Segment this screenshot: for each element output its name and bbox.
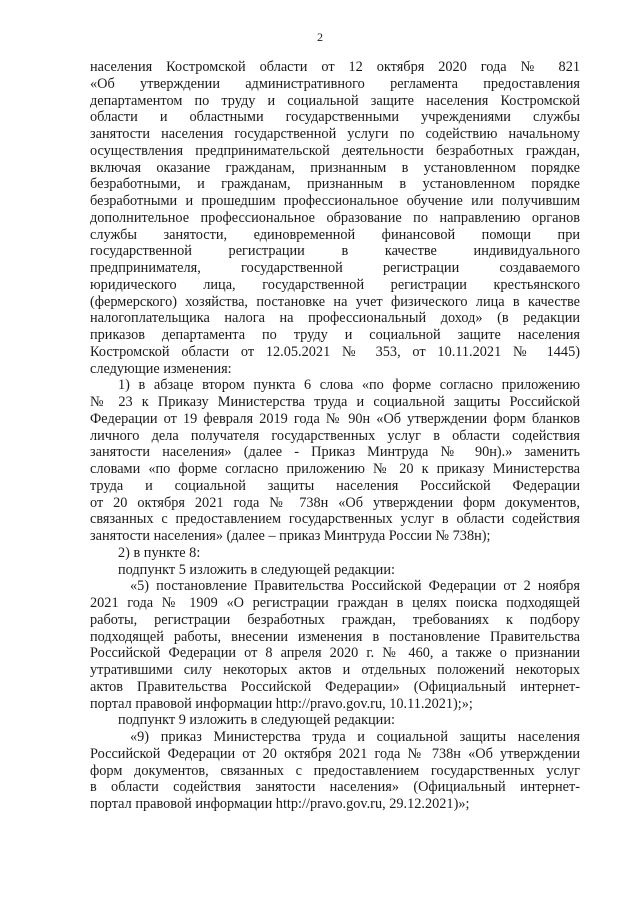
text-line: Российской Федерации от 8 апреля 2020 г. № 460, а также о признании (90, 645, 580, 662)
text-line: личного дела получателя государственных услуг в области содействия (90, 427, 580, 444)
text-line: утратившими силу некоторых актов и отдельных положений некоторых (90, 662, 580, 678)
text-line: следующие изменения: (90, 360, 232, 377)
text-line: подходящей работы, внесении изменения в постановление Правительства (90, 628, 580, 645)
text-line: в области содействия занятости населения» (Официальный интернет- (90, 779, 580, 796)
document-body (90, 59, 580, 813)
text-line: налогоплательщика налога на профессиональный доход» (в редакции (90, 310, 580, 327)
text-line: портал правовой информации http://pravo.gov.ru, 29.12.2021)»; (90, 796, 470, 812)
text-line: безработными и прошедшим профессиональное обучение или получившим (90, 193, 580, 209)
text-line: 2) в пункте 8: (118, 544, 201, 561)
text-line: занятости населения» (далее – приказ Минтруда России № 738н); (90, 528, 491, 544)
text-line: осуществления предпринимательской деятельности безработных граждан, (90, 142, 580, 159)
text-line: включая оказание гражданам, признанным в установленном порядке (90, 159, 580, 176)
text-line: безработными, и гражданам, признанным в установленном порядке (90, 176, 580, 193)
text-line: службы занятости, единовременной финансовой помощи при (90, 226, 580, 243)
page-number: 2 (317, 30, 323, 44)
text-line: государственной регистрации в качестве индивидуального (90, 243, 580, 260)
text-line: подпункт 9 изложить в следующей редакции: (118, 712, 395, 729)
text-line: № 23 к Приказу Министерства труда и социальной защиты Российской (90, 394, 580, 410)
text-line: дополнительное профессиональное образование по направлению органов (90, 209, 580, 226)
text-line: «Об утверждении административного регламента предоставления (90, 75, 580, 92)
text-line: занятости населения государственной услуги по содействию начальному (90, 126, 580, 142)
text-line: словами «по форме согласно приложению № 20 к приказу Министерства (90, 461, 580, 477)
text-line: населения Костромской области от 12 октября 2020 года № 821 (90, 59, 580, 75)
text-line: предпринимателя, государственной регистрации создаваемого (90, 260, 580, 276)
text-line: от 20 октября 2021 года № 738н «Об утверждении форм документов, (90, 494, 580, 511)
text-line: подпункт 5 изложить в следующей редакции: (118, 561, 395, 578)
text-line: 1) в абзаце втором пункта 6 слова «по форме согласно приложению (118, 377, 580, 394)
text-line: труда и социальной защиты населения Российской Федерации (90, 477, 580, 494)
text-line: Российской Федерации от 20 октября 2021 года № 738н «Об утверждении (90, 745, 580, 762)
text-line: «5) постановление Правительства Российской Федерации от 2 ноября (130, 578, 580, 595)
text-line: форм документов, связанных с предоставлением государственных услуг (90, 762, 580, 779)
text-line: работы, регистрации безработных граждан, требованиях к подбору (90, 611, 580, 628)
text-line: области и областными государственными учреждениями службы (90, 109, 580, 126)
text-line: Федерации от 19 февраля 2019 года № 90н «Об утверждении форм бланков (90, 410, 580, 427)
text-line: Костромской области от 12.05.2021 № 353, от 10.11.2021 № 1445) (90, 343, 580, 360)
text-line: связанных с предоставлением государственных услуг в области содействия (90, 511, 580, 528)
text-line: (фермерского) хозяйства, постановке на учет физического лица в качестве (90, 293, 580, 310)
text-line: занятости населения» (далее - Приказ Минтруда № 90н).» заменить (90, 444, 580, 461)
text-line: 2021 года № 1909 «О регистрации граждан в целях поиска подходящей (90, 595, 580, 611)
text-line: департаментом по труду и социальной защите населения Костромской (90, 92, 580, 109)
text-line: приказов департамента по труду и социальной защите населения (90, 327, 580, 343)
text-line: актов Правительства Российской Федерации» (Официальный интернет- (90, 678, 580, 695)
text-line: портал правовой информации http://pravo.gov.ru, 10.11.2021);»; (90, 695, 473, 712)
text-line: юридического лица, государственной регистрации крестьянского (90, 276, 580, 293)
text-line: «9) приказ Министерства труда и социальной защиты населения (130, 729, 580, 745)
